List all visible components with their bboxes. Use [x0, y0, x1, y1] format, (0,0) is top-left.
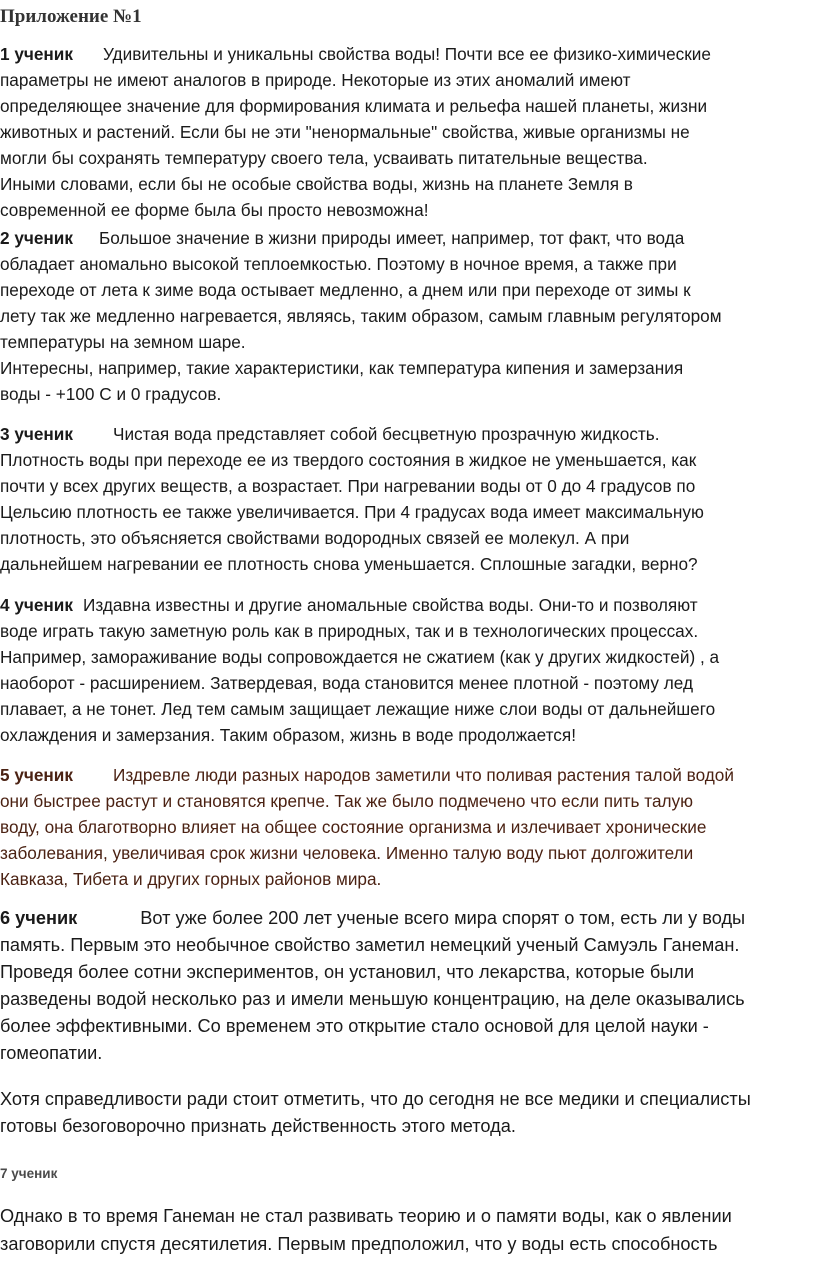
paragraph-line: Цельсию плотность ее также увеличивается. При 4 градусах вода имеет максимальную	[0, 502, 704, 522]
paragraph-line: температуры на земном шаре.	[0, 332, 246, 352]
paragraph-line: Интересны, например, такие характеристики, как температура кипения и замерзания	[0, 358, 684, 378]
document-title: Приложение №1	[0, 6, 142, 27]
paragraph-line: более эффективными. Со временем это открытие стало основой для целой науки -	[0, 1016, 709, 1036]
paragraph-line: современной ее форме была бы просто невозможна!	[0, 200, 429, 220]
paragraph-line: лету так же медленно нагревается, являясь, таким образом, самым главным регулятором	[0, 306, 722, 326]
line-text: Чистая вода представляет собой бесцветную прозрачную жидкость.	[112, 424, 660, 444]
student-label: 6 ученик	[0, 908, 78, 928]
line-text: Большое значение в жизни природы имеет, например, тот факт, что вода	[98, 228, 685, 248]
paragraph-line: Проведя более сотни экспериментов, он установил, что лекарства, которые были	[0, 962, 695, 982]
line-text: Издревле люди разных народов заметили что поливая растения талой водой	[112, 765, 734, 785]
line-text: Вот уже более 200 лет ученые всего мира спорят о том, есть ли у воды	[140, 908, 746, 928]
paragraph-line: плавает, а не тонет. Лед тем самым защищает лежащие ниже слои воды от дальнейшего	[0, 699, 716, 719]
student-label: 2 ученик	[0, 228, 73, 248]
paragraph-line: Хотя справедливости ради стоит отметить, что до сегодня не все медики и специалисты	[0, 1089, 751, 1109]
student-label: 5 ученик	[0, 765, 73, 785]
paragraph-line: дальнейшем нагревании ее плотность снова уменьшается. Сплошные загадки, верно?	[0, 554, 698, 574]
student-label: 1 ученик	[0, 44, 73, 64]
paragraph-line: гомеопатии.	[0, 1043, 103, 1063]
paragraph-line: Кавказа, Тибета и других горных районов мира.	[0, 869, 382, 889]
paragraph-line: переходе от лета к зиме вода остывает медленно, а днем или при переходе от зимы к	[0, 280, 691, 300]
paragraph-line: могли бы сохранять температуру своего тела, усваивать питательные вещества.	[0, 148, 648, 168]
paragraph-line	[0, 762, 734, 788]
paragraph-line	[0, 592, 698, 618]
paragraph-line: обладает аномально высокой теплоемкостью. Поэтому в ночное время, а также при	[0, 254, 677, 274]
paragraph-line: они быстрее растут и становятся крепче. Так же было подмечено что если пить талую	[0, 791, 694, 811]
paragraph-line: Однако в то время Ганеман не стал развивать теорию и о памяти воды, как о явлении	[0, 1206, 732, 1226]
paragraph-line: охлаждения и замерзания. Таким образом, жизнь в воде продолжается!	[0, 725, 576, 745]
paragraph-line: Например, замораживание воды сопровождается не сжатием (как у других жидкостей) , а	[0, 647, 720, 667]
paragraph-line	[0, 225, 684, 251]
paragraph-line: заговорили спустя десятилетия. Первым предположил, что у воды есть способность	[0, 1234, 718, 1254]
paragraph-line: определяющее значение для формирования климата и рельефа нашей планеты, жизни	[0, 96, 708, 116]
paragraph-line: почти у всех других веществ, а возрастает. При нагревании воды от 0 до 4 градусов по	[0, 476, 696, 496]
line-text: Издавна известны и другие аномальные свойства воды. Они-то и позволяют	[82, 595, 698, 615]
paragraph-line: Плотность воды при переходе ее из твердого состояния в жидкое не уменьшается, как	[0, 450, 697, 470]
paragraph-line: память. Первым это необычное свойство заметил немецкий ученый Самуэль Ганеман.	[0, 935, 740, 955]
paragraph-line: готовы безоговорочно признать действенность этого метода.	[0, 1116, 516, 1136]
paragraph-line: наоборот - расширением. Затвердевая, вода становится менее плотной - поэтому лед	[0, 673, 694, 693]
paragraph-line: заболевания, увеличивая срок жизни человека. Именно талую воду пьют долгожители	[0, 843, 694, 863]
paragraph-line: Иными словами, если бы не особые свойства воды, жизнь на планете Земля в	[0, 174, 633, 194]
paragraph-line: воде играть такую заметную роль как в природных, так и в технологических процессах.	[0, 621, 699, 641]
paragraph-line: плотность, это объясняется свойствами водородных связей ее молекул. А при	[0, 528, 630, 548]
student-label: 3 ученик	[0, 424, 73, 444]
paragraph-line: воду, она благотворно влияет на общее состояние организма и излечивает хронические	[0, 817, 707, 837]
line-text: Удивительны и уникальны свойства воды! Почти все ее физико-химические	[102, 44, 711, 64]
paragraph-line	[0, 41, 711, 67]
paragraph-line: разведены водой несколько раз и имели меньшую концентрацию, на деле оказывались	[0, 989, 745, 1009]
paragraph-line: животных и растений. Если бы не эти "ненормальные" свойства, живые организмы не	[0, 122, 690, 142]
paragraph-line: воды - +100 С и 0 градусов.	[0, 384, 222, 404]
paragraph-line: параметры не имеют аналогов в природе. Некоторые из этих аномалий имеют	[0, 70, 631, 90]
student-label: 4 ученик	[0, 595, 73, 615]
paragraph-line	[0, 904, 745, 932]
student-label: 7 ученик	[0, 1166, 58, 1181]
paragraph-line	[0, 421, 660, 447]
